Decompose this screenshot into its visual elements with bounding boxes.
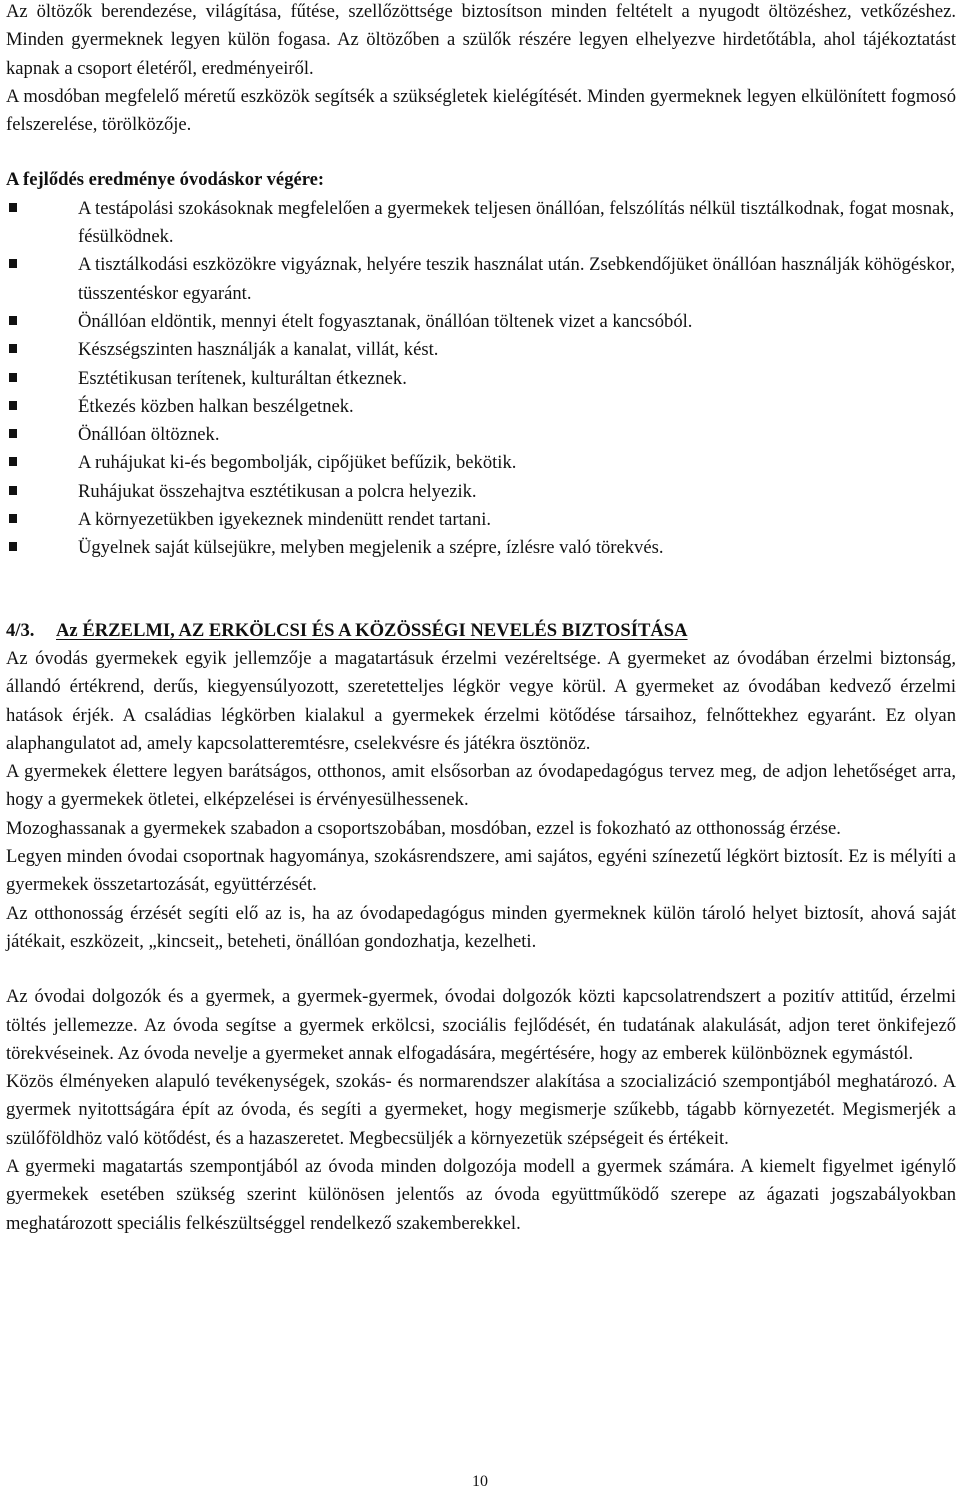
list-item: Étkezés közben halkan beszélgetnek. <box>6 393 956 421</box>
paragraph-washroom: A mosdóban megfelelő méretű eszközök segítsék a szükségletek kielégítését. Minden gyermeknek legyen elkülönített fogmosó felszerelése, törölközője. <box>6 85 956 136</box>
page-number: 10 <box>472 1473 488 1490</box>
paragraph-wardrobe: Az öltözők berendezése, világítása, fűtése, szellőzöttsége biztosítson minden feltételt a nyugodt öltözéshez, vetkőzéshez. Minden gyermeknek legyen külön fogasa. Az öltözőben a szülők részére legyen elhelyezve hirdetőtábla, ahol tájékoztatást kapnak a csoport életéről, eredményeiről. <box>6 1 956 79</box>
list-item: A környezetükben igyekeznek mindenütt rendet tartani. <box>6 506 956 534</box>
list-item: Önállóan öltöznek. <box>6 421 956 449</box>
paragraph-storage: Az otthonosság érzését segíti elő az is, ha az óvodapedagógus minden gyermeknek külön tároló helyet biztosít, ahová saját játékait, eszközeit, „kincseit„ beteheti, önállóan gondozhatja, kezelheti. <box>6 902 956 952</box>
list-item: Ruhájukat összehajtva esztétikusan a polcra helyezik. <box>6 478 956 506</box>
section-title: Az ÉRZELMI, AZ ERKÖLCSI ÉS A KÖZÖSSÉGI NEVELÉS BIZTOSÍTÁSA <box>56 619 688 641</box>
paragraph-emotional: Az óvodás gyermekek egyik jellemzője a magatartásuk érzelmi vezéreltsége. A gyermeket az óvodában érzelmi biztonság, állandó értékrend, derűs, kiegyensúlyozott, szeretetteljes légkör vegye körül. A gyermeket az óvodában kedvező érzelmi hatások érjék. A családias légkörben kialakul a gyermekek érzelmi kötődése társaihoz, felnőttekhez egyaránt. Ez olyan alaphangulatot ad, amely kapcsolatteremtésre, cselekvésre és játékra ösztönöz. <box>6 647 956 754</box>
section-heading <box>6 617 956 645</box>
list-item: Ügyelnek saját külsejükre, melyben megjelenik a szépre, ízlésre való törekvés. <box>6 534 956 562</box>
development-list <box>6 195 956 563</box>
spacer <box>6 139 956 166</box>
page-content <box>6 0 956 1238</box>
list-item: A tisztálkodási eszközökre vigyáznak, helyére teszik használat után. Zsebkendőjüket önállóan használják köhögéskor, tüsszentéskor egyaránt. <box>6 251 956 308</box>
spacer <box>6 563 956 617</box>
paragraph-relationships: Az óvodai dolgozók és a gyermek, a gyermek-gyermek, óvodai dolgozók közti kapcsolatrendszert a pozitív attitűd, érzelmi töltés jellemezze. Az óvoda segítse a gyermek erkölcsi, szociális fejlődését, én tudatának alakulását, adjon teret önkifejező törekvéseinek. Az óvoda nevelje a gyermeket annak elfogadására, megértésére, hogy az emberek különböznek egymástól. <box>6 986 956 1064</box>
section-number: 4/3. <box>6 619 35 641</box>
paragraph-role-model: A gyermeki magatartás szempontjából az óvoda minden dolgozója modell a gyermek számára. A kiemelt figyelmet igénylő gyermekek esetében szükség szerint különösen jelentős az óvoda együttműködő szerepe az ágazati jogszabályokban meghatározott speciális felkészültséggel rendelkező szakemberekkel. <box>6 1155 956 1234</box>
development-heading: A fejlődés eredménye óvodáskor végére: <box>6 169 325 191</box>
list-item: Önállóan eldöntik, mennyi ételt fogyasztanak, önállóan töltenek vizet a kancsóból. <box>6 308 956 336</box>
list-item: Készségszinten használják a kanalat, villát, kést. <box>6 336 956 364</box>
list-item: A testápolási szokásoknak megfelelően a gyermekek teljesen önállóan, felszólítás nélkül tisztálkodnak, fogat mosnak, fésülködnek. <box>6 195 956 252</box>
paragraph-traditions: Legyen minden óvodai csoportnak hagyománya, szokásrendszere, ami sajátos, egyéni színezetű légkört biztosít. Ez is mélyíti a gyermekek összetartozását, együttérzését. <box>6 846 956 896</box>
list-item: A ruhájukat ki-és begombolják, cipőjüket befűzik, bekötik. <box>6 449 956 477</box>
paragraph-socialization: Közös élményeken alapuló tevékenységek, szokás- és normarendszer alakítása a szocializáció szempontjából meghatározó. A gyermek nyitottságára épít az óvoda, és segíti a gyermeket, hogy megismerje szűkebb, tágabb környezetét. Megismerjék a szülőföldhöz való kötődést, és a hazaszeretet. Megbecsüljék a környezetük szépségeit és értékeit. <box>6 1071 956 1149</box>
paragraph-living-space: A gyermekek élettere legyen barátságos, otthonos, amit elsősorban az óvodapedagógus tervez meg, de adjon lehetőséget arra, hogy a gyermekek ötletei, elképzelései is érvényesülhessenek. <box>6 761 956 811</box>
paragraph-movement: Mozoghassanak a gyermekek szabadon a csoportszobában, mosdóban, ezzel is fokozható az otthonosság érzése. <box>6 817 841 839</box>
list-item: Esztétikusan terítenek, kulturáltan étkeznek. <box>6 365 956 393</box>
spacer <box>6 956 956 983</box>
